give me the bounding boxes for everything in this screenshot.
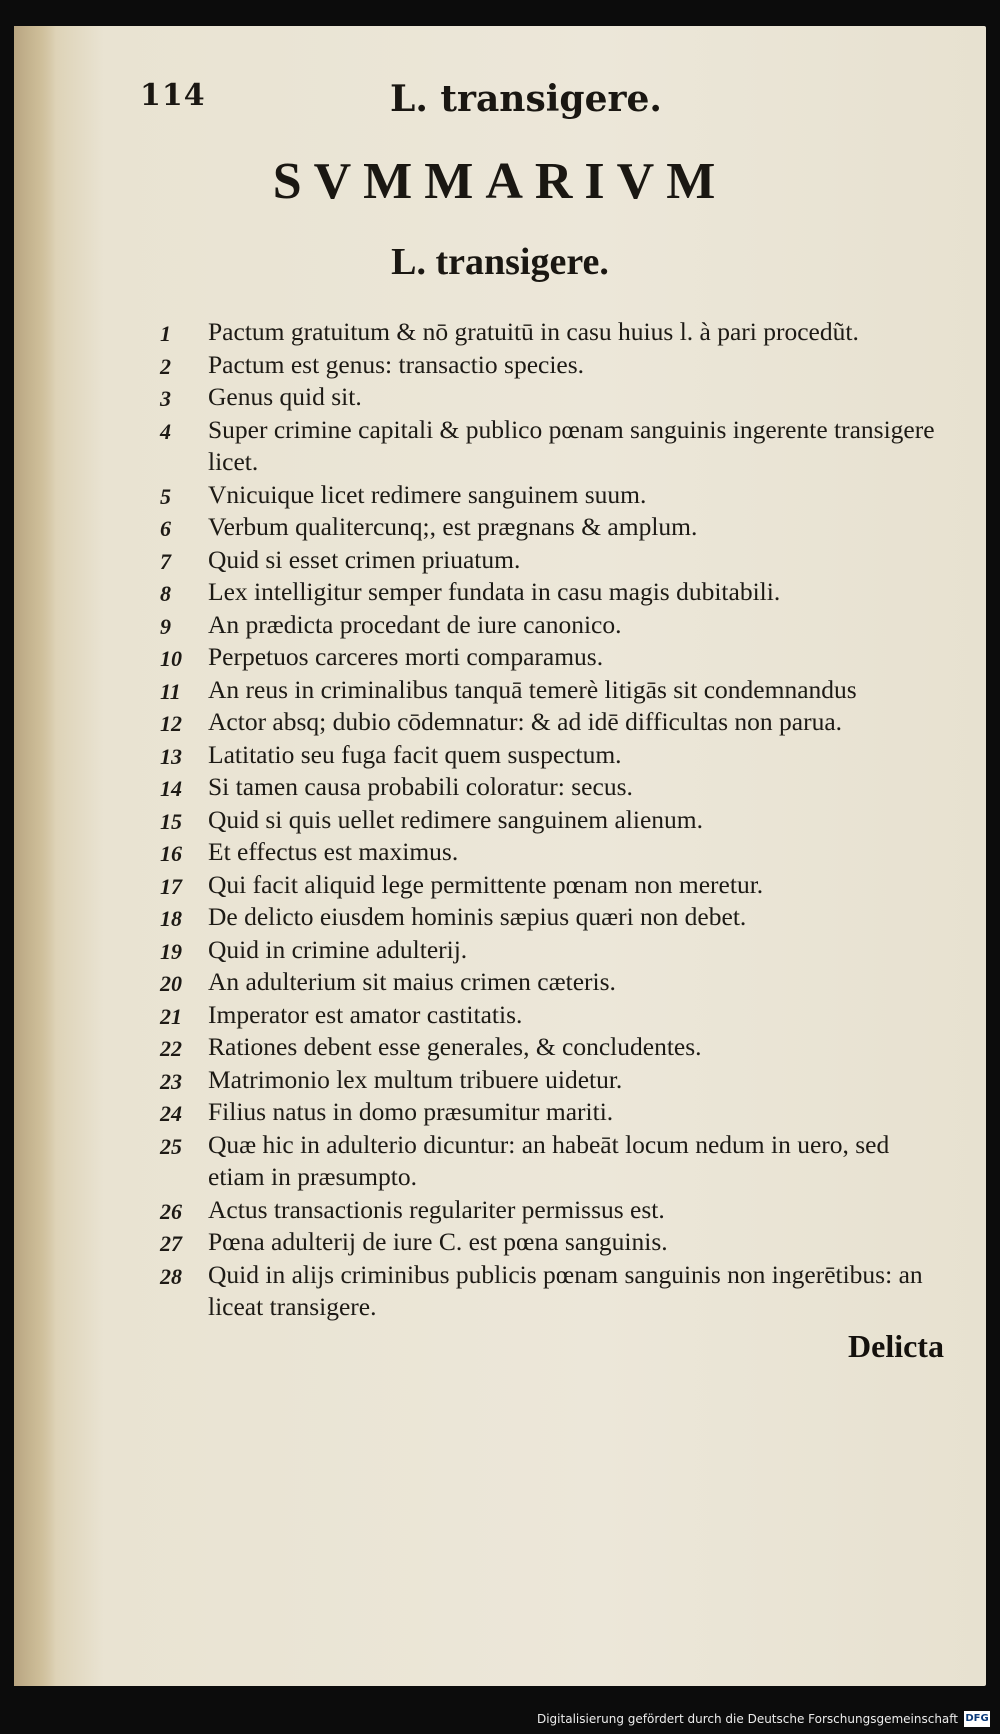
entry-number: 28 bbox=[160, 1263, 182, 1289]
summary-list bbox=[160, 316, 950, 1324]
entry-number: 2 bbox=[160, 353, 171, 379]
list-item bbox=[160, 1031, 950, 1064]
list-item bbox=[160, 706, 950, 739]
list-item bbox=[160, 674, 950, 707]
entry-text: An prædicta procedant de iure canonico. bbox=[208, 609, 622, 639]
entry-number: 1 bbox=[160, 321, 171, 346]
entry-number: 27 bbox=[160, 1231, 182, 1256]
entry-number: 3 bbox=[160, 386, 171, 411]
list-item bbox=[160, 511, 950, 544]
list-item bbox=[160, 901, 950, 934]
entry-text: Genus quid sit. bbox=[208, 382, 362, 411]
entry-number: 12 bbox=[160, 711, 182, 736]
entry-number: 10 bbox=[160, 646, 182, 671]
list-item bbox=[160, 771, 950, 804]
entry-number: 15 bbox=[160, 808, 182, 834]
entry-text: Si tamen causa probabili coloratur: secus. bbox=[208, 772, 633, 801]
entry-number: 24 bbox=[160, 1101, 182, 1126]
entry-text: Quid in alijs criminibus publicis pœnam sanguinis non ingerētibus: an liceat transigere. bbox=[208, 1259, 923, 1321]
entry-number: 26 bbox=[160, 1198, 182, 1224]
entry-number: 7 bbox=[160, 548, 171, 574]
list-item bbox=[160, 1064, 950, 1097]
list-item bbox=[160, 414, 950, 479]
list-item bbox=[160, 1226, 950, 1259]
list-item bbox=[160, 1259, 950, 1324]
running-head: L. transigere. bbox=[390, 78, 662, 120]
entry-text: Matrimonio lex multum tribuere uidetur. bbox=[208, 1064, 623, 1094]
entry-text: An reus in criminalibus tanquā temerè litigās sit condemnandus bbox=[208, 674, 857, 704]
list-item bbox=[160, 739, 950, 772]
entry-text: Latitatio seu fuga facit quem suspectum. bbox=[208, 739, 622, 769]
list-item bbox=[160, 966, 950, 999]
list-item bbox=[160, 479, 950, 512]
entry-text: Verbum qualitercunq;, est prægnans & amplum. bbox=[208, 512, 698, 541]
page-header bbox=[140, 78, 940, 128]
entry-text: Vnicuique licet redimere sanguinem suum. bbox=[208, 479, 647, 509]
entry-number: 14 bbox=[160, 776, 182, 801]
list-item bbox=[160, 934, 950, 967]
entry-text: Pactum est genus: transactio species. bbox=[208, 349, 585, 379]
catchword: Delicta bbox=[848, 1328, 944, 1364]
entry-number: 5 bbox=[160, 483, 171, 509]
entry-number: 21 bbox=[160, 1003, 182, 1029]
list-item bbox=[160, 609, 950, 642]
page-title: SVMMARIVM bbox=[272, 153, 728, 210]
footer-bar bbox=[0, 1708, 1000, 1734]
entry-text: Quid in crimine adulterij. bbox=[208, 934, 468, 964]
entry-text: An adulterium sit maius crimen cæteris. bbox=[208, 967, 616, 996]
entry-text: Quæ hic in adulterio dicuntur: an habeāt locum nedum in uero, sed etiam in præsumpto. bbox=[208, 1129, 890, 1191]
entry-text: Quid si esset crimen priuatum. bbox=[208, 544, 521, 574]
list-item bbox=[160, 316, 950, 349]
entry-number: 22 bbox=[160, 1036, 182, 1061]
entry-number: 11 bbox=[160, 678, 181, 704]
list-item bbox=[160, 1194, 950, 1227]
list-item bbox=[160, 1129, 950, 1194]
page-number: 114 bbox=[140, 78, 206, 113]
entry-text: Qui facit aliquid lege permittente pœnam non meretur. bbox=[208, 869, 764, 899]
entry-number: 13 bbox=[160, 743, 182, 769]
entry-number: 6 bbox=[160, 516, 171, 541]
entry-text: Super crimine capitali & publico pœnam sanguinis ingerente transigere licet. bbox=[208, 414, 935, 476]
list-item bbox=[160, 804, 950, 837]
entry-number: 18 bbox=[160, 906, 182, 931]
entry-text: Actus transactionis regulariter permissus est. bbox=[208, 1194, 665, 1224]
entry-number: 20 bbox=[160, 971, 182, 996]
list-item bbox=[160, 576, 950, 609]
list-item bbox=[160, 836, 950, 869]
entry-number: 16 bbox=[160, 841, 182, 866]
entry-number: 19 bbox=[160, 938, 182, 964]
list-item bbox=[160, 999, 950, 1032]
entry-text: Perpetuos carceres morti comparamus. bbox=[208, 642, 604, 671]
entry-text: Quid si quis uellet redimere sanguinem alienum. bbox=[208, 804, 704, 834]
entry-number: 23 bbox=[160, 1068, 182, 1094]
entry-text: Pœna adulterij de iure C. est pœna sanguinis. bbox=[208, 1227, 668, 1256]
entry-number: 25 bbox=[160, 1133, 182, 1159]
entry-text: Actor absq; dubio cōdemnatur: & ad idē difficultas non parua. bbox=[208, 707, 843, 736]
list-item bbox=[160, 869, 950, 902]
entry-text: Rationes debent esse generales, & concludentes. bbox=[208, 1032, 702, 1061]
dfg-logo: DFG bbox=[964, 1711, 990, 1727]
funding-credit: Digitalisierung gefördert durch die Deutsche Forschungsgemeinschaft bbox=[536, 1712, 958, 1726]
entry-number: 9 bbox=[160, 613, 171, 639]
entry-text: Filius natus in domo præsumitur mariti. bbox=[208, 1097, 614, 1126]
entry-number: 17 bbox=[160, 873, 182, 899]
entry-text: Imperator est amator castitatis. bbox=[208, 999, 523, 1029]
list-item bbox=[160, 349, 950, 382]
entry-number: 8 bbox=[160, 581, 171, 606]
list-item bbox=[160, 544, 950, 577]
entry-number: 4 bbox=[160, 418, 171, 444]
section-subtitle: L. transigere. bbox=[391, 241, 609, 283]
entry-text: Lex intelligitur semper fundata in casu magis dubitabili. bbox=[208, 577, 781, 606]
list-item bbox=[160, 641, 950, 674]
entry-text: Pactum gratuitum & nō gratuitū in casu huius l. à pari procedũt. bbox=[208, 317, 859, 346]
entry-text: De delicto eiusdem hominis sæpius quæri non debet. bbox=[208, 902, 747, 931]
list-item bbox=[160, 381, 950, 414]
entry-text: Et effectus est maximus. bbox=[208, 837, 459, 866]
list-item bbox=[160, 1096, 950, 1129]
